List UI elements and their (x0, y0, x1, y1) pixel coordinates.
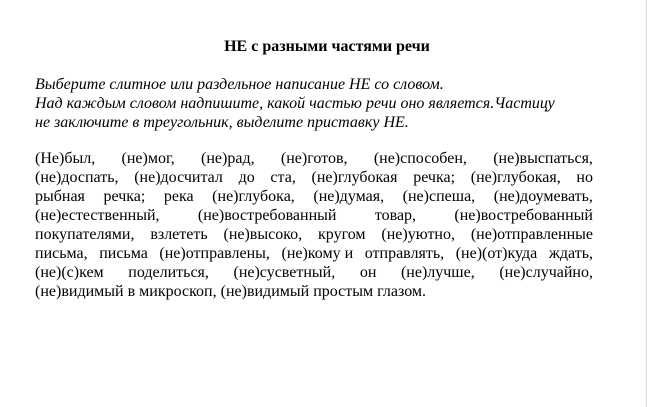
exercise-word: покупателями, (35, 226, 135, 243)
exercise-word: (не)лучше, (400, 264, 475, 281)
exercise-line (35, 225, 593, 244)
exercise-word: (не)глубокая, (470, 169, 561, 186)
page-title: НЕ с разными частями речи (224, 38, 430, 55)
exercise-paragraph (35, 149, 593, 301)
exercise-word: (не)видимый в микроскоп, (не)видимый простым глазом. (35, 283, 427, 300)
exercise-word: (не)глубокая (311, 169, 398, 186)
exercise-word: речка; (413, 169, 456, 186)
exercise-line (35, 206, 593, 225)
exercise-word: (не)способен, (373, 150, 467, 167)
instruction-line: Выберите слитное или раздельное написание НЕ со словом. (35, 76, 444, 93)
instruction-line: не заключите в треугольник, выделите приставку НЕ. (35, 114, 409, 131)
exercise-word: письма, (35, 245, 88, 262)
exercise-word: поделиться, (128, 264, 209, 281)
exercise-word: (не)спеша, (402, 188, 476, 205)
exercise-word: (не)отправленные (470, 226, 593, 243)
exercise-word: (не)отправлены, (159, 245, 270, 262)
instructions (35, 75, 605, 132)
exercise-word: (не)востребованный (454, 207, 593, 224)
exercise-word: (не)мог, (121, 150, 175, 167)
exercise-word: (Не)был, (35, 150, 96, 167)
exercise-word: (не)кому и (281, 245, 354, 262)
exercise-word: речка; (103, 188, 146, 205)
exercise-line (35, 282, 593, 301)
exercise-word: (не)глубока, (212, 188, 295, 205)
exercise-word: кругом (318, 226, 366, 243)
exercise-word: но (576, 169, 593, 186)
exercise-word: ждать, (548, 245, 593, 262)
exercise-word: взлететь (150, 226, 208, 243)
exercise-line (35, 187, 593, 206)
exercise-word: река (163, 188, 194, 205)
exercise-word: (не)случайно, (499, 264, 593, 281)
exercise-word: он (359, 264, 377, 281)
instruction-line: Над каждым словом надпишите, какой частью речи оно является.Частицу (35, 95, 555, 112)
exercise-word: письма (99, 245, 148, 262)
page-border (646, 0, 647, 407)
exercise-line (35, 244, 593, 263)
exercise-word: до (238, 169, 255, 186)
exercise-word: (не)сусветный, (233, 264, 336, 281)
exercise-word: (не)доспать, (35, 169, 119, 186)
exercise-word: отправлять, (364, 245, 445, 262)
exercise-word: товар, (374, 207, 417, 224)
exercise-word: (не)готов, (280, 150, 348, 167)
exercise-word: (не)рад, (201, 150, 255, 167)
exercise-word: ста, (270, 169, 296, 186)
exercise-word: (не)(от)куда (455, 245, 538, 262)
exercise-word: (не)уютно, (381, 226, 455, 243)
exercise-line (35, 149, 593, 168)
exercise-word: (не)высоко, (223, 226, 303, 243)
exercise-word: (не)естественный, (35, 207, 160, 224)
exercise-word: (не)востребованный (197, 207, 337, 224)
exercise-word: (не)досчитал (134, 169, 223, 186)
exercise-word: (не)(с)кем (35, 264, 104, 281)
exercise-word: (не)выспаться, (493, 150, 593, 167)
exercise-word: (не)думая, (313, 188, 385, 205)
exercise-line (35, 263, 593, 282)
exercise-word: (не)доумевать, (493, 188, 593, 205)
exercise-line (35, 168, 593, 187)
exercise-word: рыбная (35, 188, 85, 205)
